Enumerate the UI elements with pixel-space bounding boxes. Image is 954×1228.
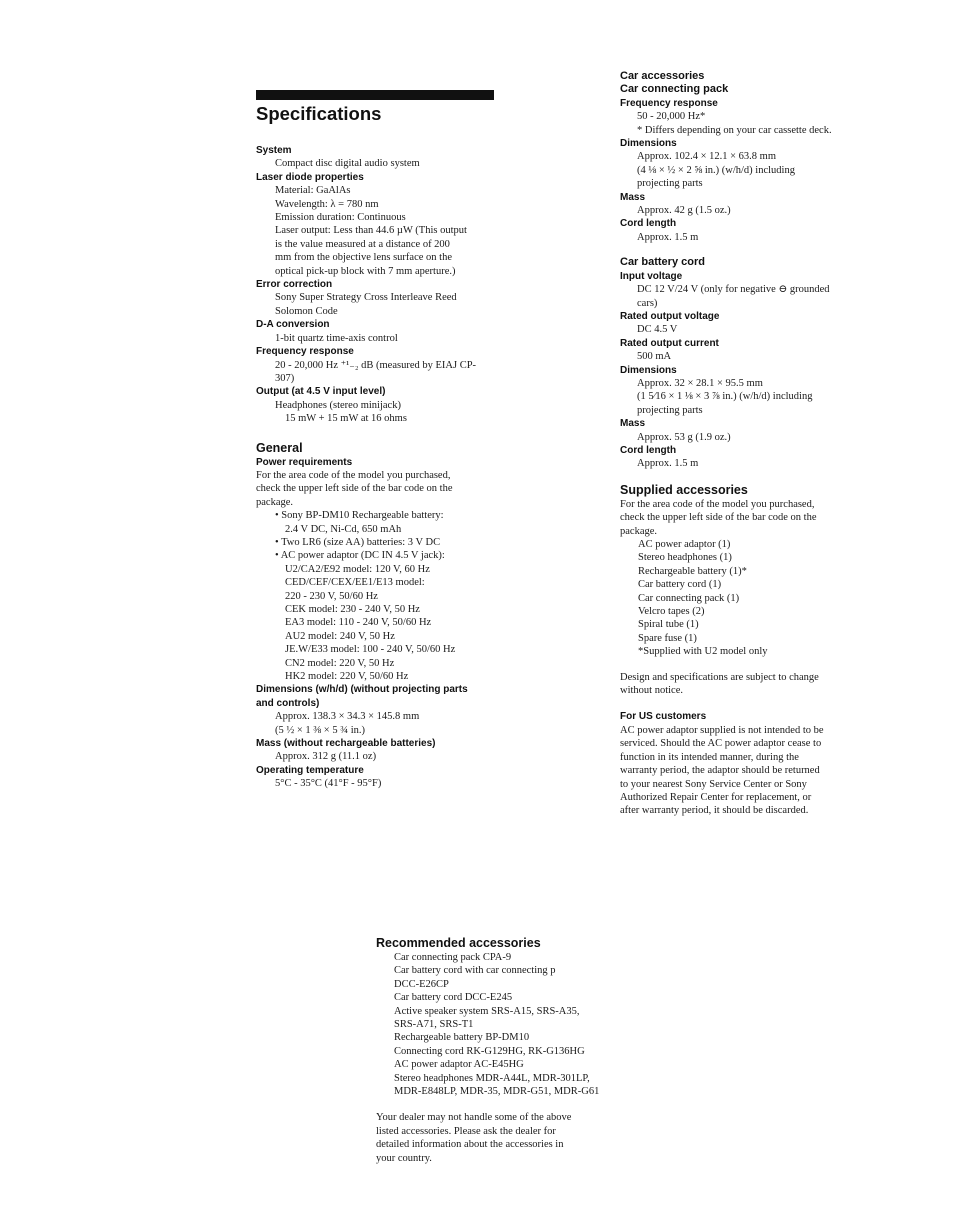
us-customers-line: Authorized Repair Center for replacement, or bbox=[620, 791, 812, 803]
rated-voltage-heading: Rated output voltage bbox=[620, 310, 720, 322]
car-cord-line: Approx. 1.5 m bbox=[637, 231, 699, 243]
recommended-item: Car battery cord DCC-E245 bbox=[394, 992, 513, 1004]
supplied-note-line: without notice. bbox=[620, 685, 683, 697]
car-freq-heading: Frequency response bbox=[620, 97, 718, 109]
supplied-item: Car battery cord (1) bbox=[638, 579, 722, 591]
output-section bbox=[256, 385, 506, 425]
power-heading: Power requirements bbox=[256, 456, 353, 468]
battery-mass-heading: Mass bbox=[620, 418, 646, 430]
us-customers-line: to your nearest Sony Service Center or Sony bbox=[620, 778, 807, 790]
power-intro-line: For the area code of the model you purchased, bbox=[256, 469, 451, 481]
mass-line: Approx. 312 g (11.1 oz) bbox=[275, 751, 377, 763]
car-dim-heading: Dimensions bbox=[620, 138, 677, 150]
recommended-item: SRS-A71, SRS-T1 bbox=[394, 1019, 474, 1031]
car-accessories-section bbox=[620, 70, 870, 244]
us-customers-line: warranty period, the adaptor should be returned bbox=[620, 765, 820, 777]
us-customers-line: function in its intended manner, during the bbox=[620, 751, 799, 763]
us-customers-heading: For US customers bbox=[620, 711, 707, 723]
power-sub-line: AU2 model: 240 V, 50 Hz bbox=[285, 630, 395, 642]
laser-section bbox=[256, 171, 506, 278]
temperature-heading: Operating temperature bbox=[256, 764, 364, 776]
laser-line: Material: GaAlAs bbox=[275, 185, 351, 197]
car-dim-line: projecting parts bbox=[637, 178, 703, 190]
battery-dim-line: projecting parts bbox=[637, 404, 703, 416]
supplied-item: Velcro tapes (2) bbox=[638, 606, 705, 618]
right-column bbox=[620, 70, 870, 818]
supplied-note-line: Design and specifications are subject to change bbox=[620, 671, 819, 683]
recommended-item: MDR-E848LP, MDR-35, MDR-G51, MDR-G61 bbox=[394, 1086, 600, 1098]
recommended-note-line: your country. bbox=[376, 1152, 432, 1164]
laser-line: Laser output: Less than 44.6 µW (This output bbox=[275, 225, 467, 237]
recommended-item: AC power adaptor AC-E45HG bbox=[394, 1059, 524, 1071]
page-title: Specifications bbox=[256, 103, 382, 124]
battery-dim-line: (1 5⁄16 × 1 ⅛ × 3 ⅞ in.) (w/h/d) including bbox=[637, 391, 813, 403]
battery-cord-length-heading: Cord length bbox=[620, 444, 677, 456]
power-sub-line: 220 - 230 V, 50/60 Hz bbox=[285, 590, 378, 602]
battery-cord-section bbox=[620, 256, 870, 471]
car-accessories-heading: Car accessories bbox=[620, 70, 705, 82]
battery-cord-heading: Car battery cord bbox=[620, 256, 705, 269]
car-freq-note: * Differs depending on your car cassette deck. bbox=[637, 124, 832, 136]
da-line: 1-bit quartz time-axis control bbox=[275, 332, 398, 344]
laser-line: Emission duration: Continuous bbox=[275, 212, 406, 224]
laser-line: is the value measured at a distance of 200 bbox=[275, 238, 450, 250]
recommended-note-line: Your dealer may not handle some of the above bbox=[376, 1112, 572, 1124]
supplied-item: Stereo headphones (1) bbox=[638, 552, 732, 564]
battery-mass-line: Approx. 53 g (1.9 oz.) bbox=[637, 431, 731, 443]
power-intro-line: package. bbox=[256, 496, 294, 508]
us-customers-line: after warranty period, it should be discarded. bbox=[620, 805, 809, 817]
recommended-heading: Recommended accessories bbox=[376, 936, 541, 950]
recommended-item: Stereo headphones MDR-A44L, MDR-301LP, bbox=[394, 1072, 590, 1084]
supplied-intro-line: package. bbox=[620, 525, 658, 537]
general-section bbox=[256, 441, 506, 791]
battery-dim-line: Approx. 32 × 28.1 × 95.5 mm bbox=[637, 377, 763, 389]
car-pack-heading: Car connecting pack bbox=[620, 83, 729, 96]
recommended-item: Active speaker system SRS-A15, SRS-A35, bbox=[394, 1005, 580, 1017]
recommended-note bbox=[376, 1111, 616, 1165]
car-mass-heading: Mass bbox=[620, 191, 646, 203]
recommended-item: Connecting cord RK-G129HG, RK-G136HG bbox=[394, 1045, 585, 1057]
recommended-section bbox=[376, 936, 616, 1165]
system-heading: System bbox=[256, 145, 292, 156]
us-customers-line: serviced. Should the AC power adaptor cease to bbox=[620, 738, 822, 750]
left-column bbox=[256, 90, 506, 791]
supplied-item: Spare fuse (1) bbox=[638, 632, 697, 644]
laser-line: Wavelength: λ = 780 nm bbox=[275, 198, 379, 210]
power-sub-line: HK2 model: 220 V, 50/60 Hz bbox=[285, 671, 409, 683]
laser-heading: Laser diode properties bbox=[256, 171, 364, 183]
supplied-intro-line: check the upper left side of the bar code on the bbox=[620, 512, 817, 524]
input-voltage-line: DC 12 V/24 V (only for negative ⊖ grounded bbox=[637, 284, 830, 296]
dimensions-heading: Dimensions (w/h/d) (without projecting parts bbox=[256, 684, 468, 696]
freq-line: 20 - 20,000 Hz ⁺¹₋₂ dB (measured by EIAJ CP- bbox=[275, 359, 477, 371]
power-sub-line: CEK model: 230 - 240 V, 50 Hz bbox=[285, 604, 420, 615]
error-section bbox=[256, 278, 506, 318]
power-bullet: • Two LR6 (size AA) batteries: 3 V DC bbox=[275, 536, 441, 548]
system-section bbox=[256, 144, 506, 171]
power-sub-line: U2/CA2/E92 model: 120 V, 60 Hz bbox=[285, 563, 430, 575]
dimensions-heading: and controls) bbox=[256, 697, 320, 709]
car-dim-line: (4 ⅛ × ½ × 2 ⅝ in.) (w/h/d) including bbox=[637, 164, 795, 176]
rated-current-line: 500 mA bbox=[637, 351, 672, 363]
mass-heading: Mass (without rechargeable batteries) bbox=[256, 738, 436, 750]
power-sub-line: EA3 model: 110 - 240 V, 50/60 Hz bbox=[285, 617, 432, 629]
freq-section bbox=[256, 345, 506, 385]
freq-line: 307) bbox=[275, 372, 295, 384]
output-heading: Output (at 4.5 V input level) bbox=[256, 386, 386, 398]
recommended-note-line: detailed information about the accessories in bbox=[376, 1139, 564, 1151]
dimensions-line: Approx. 138.3 × 34.3 × 145.8 mm bbox=[275, 711, 420, 723]
supplied-intro-line: For the area code of the model you purchased, bbox=[620, 498, 815, 510]
recommended-item: Car battery cord with car connecting p bbox=[394, 965, 556, 977]
supplied-item: Car connecting pack (1) bbox=[638, 592, 740, 604]
input-voltage-heading: Input voltage bbox=[620, 270, 683, 282]
supplied-item: Spiral tube (1) bbox=[638, 619, 699, 631]
laser-line: optical pick-up block with 7 mm aperture.) bbox=[275, 265, 456, 277]
power-intro-line: check the upper left side of the bar code on the bbox=[256, 483, 453, 495]
rated-current-heading: Rated output current bbox=[620, 337, 719, 349]
supplied-item: AC power adaptor (1) bbox=[638, 539, 731, 550]
output-sub-line: 15 mW + 15 mW at 16 ohms bbox=[285, 413, 407, 425]
power-bullet: • Sony BP-DM10 Rechargeable battery: bbox=[275, 510, 444, 522]
system-line: Compact disc digital audio system bbox=[275, 158, 420, 170]
error-line: Sony Super Strategy Cross Interleave Reed bbox=[275, 292, 457, 304]
car-cord-heading: Cord length bbox=[620, 218, 677, 230]
car-freq-line: 50 - 20,000 Hz* bbox=[637, 111, 706, 123]
recommended-item: Car connecting pack CPA-9 bbox=[394, 952, 512, 963]
input-voltage-line: cars) bbox=[637, 297, 658, 309]
power-sub-line: CED/CEF/CEX/EE1/E13 model: bbox=[285, 577, 425, 589]
car-dim-line: Approx. 102.4 × 12.1 × 63.8 mm bbox=[637, 151, 777, 163]
recommended-note-line: listed accessories. Please ask the dealer for bbox=[376, 1125, 556, 1137]
battery-cord-length-line: Approx. 1.5 m bbox=[637, 458, 699, 470]
supplied-heading: Supplied accessories bbox=[620, 482, 748, 497]
us-customers-line: AC power adaptor supplied is not intended to be bbox=[620, 724, 824, 736]
supplied-section bbox=[620, 483, 870, 698]
recommended-item: DCC-E26CP bbox=[394, 978, 449, 990]
supplied-item: *Supplied with U2 model only bbox=[638, 646, 768, 658]
us-customers-section bbox=[620, 710, 870, 817]
battery-dim-heading: Dimensions bbox=[620, 364, 677, 376]
general-heading: General bbox=[256, 440, 303, 455]
da-section bbox=[256, 318, 506, 345]
dimensions-line: (5 ½ × 1 ⅜ × 5 ¾ in.) bbox=[275, 724, 366, 736]
power-sub-line: JE.W/E33 model: 100 - 240 V, 50/60 Hz bbox=[285, 644, 456, 656]
recommended-item: Rechargeable battery BP-DM10 bbox=[394, 1032, 530, 1044]
car-mass-line: Approx. 42 g (1.5 oz.) bbox=[637, 205, 731, 217]
power-bullet: • AC power adaptor (DC IN 4.5 V jack): bbox=[275, 550, 445, 562]
error-heading: Error correction bbox=[256, 279, 333, 291]
power-sub-line: CN2 model: 220 V, 50 Hz bbox=[285, 657, 395, 669]
output-line: Headphones (stereo minijack) bbox=[275, 399, 401, 411]
error-line: Solomon Code bbox=[275, 305, 338, 317]
freq-heading: Frequency response bbox=[256, 346, 354, 358]
title-rule bbox=[256, 90, 494, 100]
supplied-note bbox=[620, 671, 870, 698]
da-heading: D-A conversion bbox=[256, 319, 330, 331]
rated-voltage-line: DC 4.5 V bbox=[637, 324, 678, 336]
temperature-line: 5°C - 35°C (41°F - 95°F) bbox=[275, 778, 382, 790]
supplied-item: Rechargeable battery (1)* bbox=[638, 565, 747, 577]
power-sub-line: 2.4 V DC, Ni-Cd, 650 mAh bbox=[285, 523, 402, 535]
laser-line: mm from the objective lens surface on the bbox=[275, 252, 452, 264]
